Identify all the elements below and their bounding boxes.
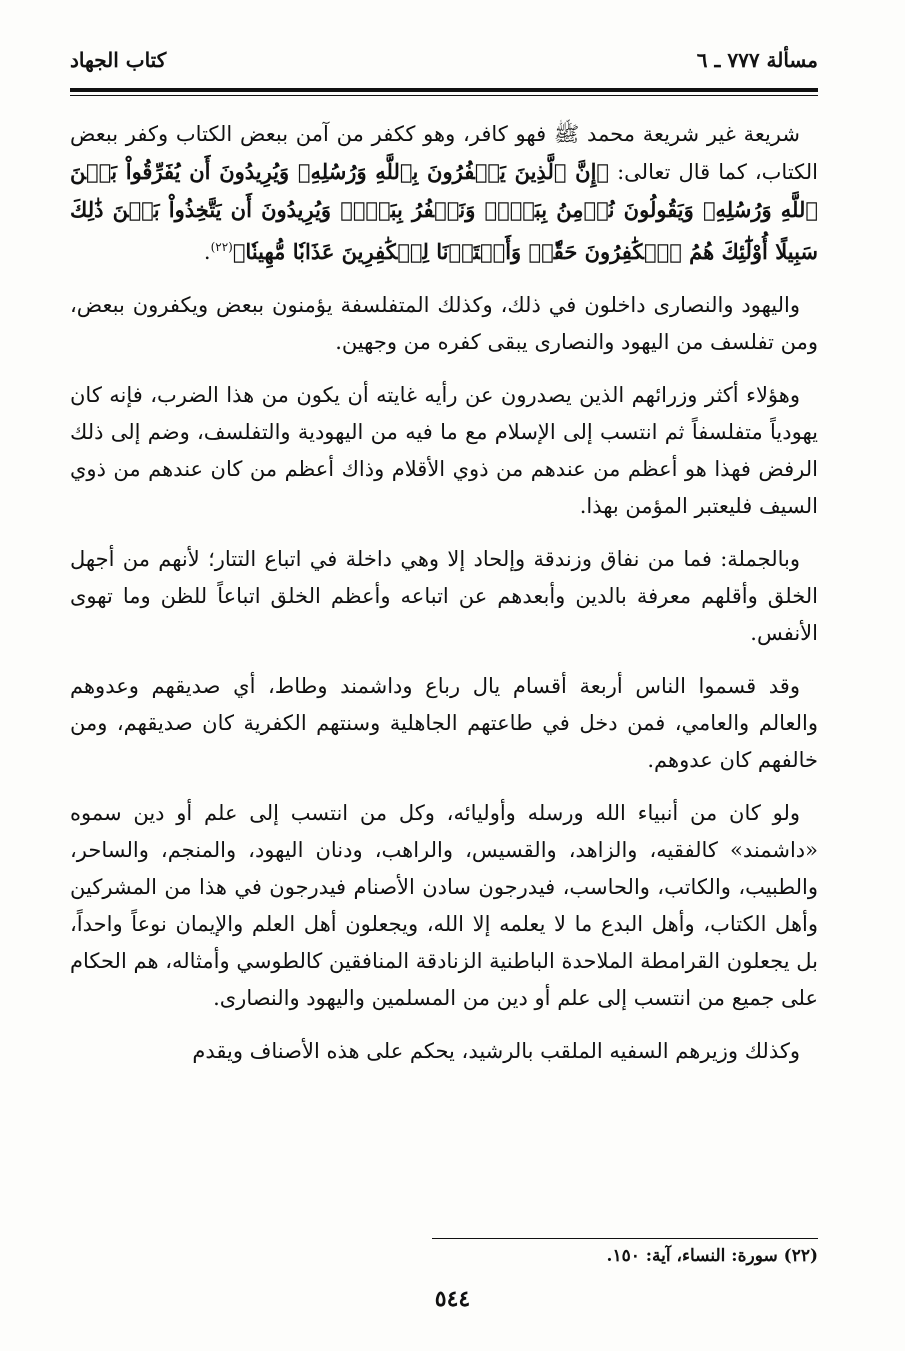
paragraph: شريعة غير شريعة محمد ﷺ فهو كافر، وهو ككفر من آمن ببعض الكتاب وكفر ببعض الكتاب، كما قال تعالى: ﴿إِنَّ ٱلَّذِينَ يَكۡفُرُونَ بِٱللَّهِ وَرُسُلِهِۦ وَيُرِيدُونَ أَن يُفَرِّقُواْ بَيۡنَ ٱللَّهِ وَرُسُلِهِۦ وَيَقُولُونَ نُؤۡمِنُ بِبَعۡضٖ وَنَكۡفُرُ بِبَعۡضٖ وَيُرِيدُونَ أَن يَتَّخِذُواْ بَيۡنَ ذَٰلِكَ سَبِيلًا أُوْلَٰٓئِكَ هُمُ ٱلۡكَٰفِرُونَ حَقّٗاۚ وَأَعۡتَدۡنَا لِلۡكَٰفِرِينَ عَذَابٗا مُّهِينٗا﴾$^{(٢٢)}$. bbox=[70, 122, 818, 264]
footnote-ref: (٢٢) bbox=[210, 240, 233, 254]
quran-verse: ﴿إِنَّ ٱلَّذِينَ يَكۡفُرُونَ بِٱللَّهِ وَرُسُلِهِۦ وَيُرِيدُونَ أَن يُفَرِّقُواْ بَيۡنَ ٱللَّهِ وَرُسُلِهِۦ وَيَقُولُونَ نُؤۡمِنُ بِبَعۡضٖ وَنَكۡفُرُ بِبَعۡضٖ وَيُرِيدُونَ أَن يَتَّخِذُواْ بَيۡنَ ذَٰلِكَ سَبِيلًا أُوْلَٰٓئِكَ هُمُ ٱلۡكَٰفِرُونَ حَقّٗاۚ وَأَعۡتَدۡنَا لِلۡكَٰفِرِينَ عَذَابٗا مُّهِينٗا﴾ bbox=[70, 159, 818, 264]
issue-number: مسألة ٧٧٧ ـ ٦ bbox=[696, 48, 818, 72]
paragraph: ولو كان من أنبياء الله ورسله وأوليائه، وكل من انتسب إلى علم أو دين سموه «داشمند» كالفقيه، والزاهد، والقسيس، والراهب، ودنان اليهود، والمنجم، والساحر، والطبيب، والكاتب، والحاسب، فيدرجون سادن الأصنام فيدرجون في هذا من المشركين وأهل الكتاب، وأهل البدع ما لا يعلمه إلا الله، ويجعلون أهل العلم والإيمان نوعاً واحداً، بل يجعلون القرامطة الملاحدة الباطنية الزنادقة المنافقين كالطوسي وأمثاله، هم الحكام على جميع من انتسب إلى علم أو دين من المسلمين واليهود والنصارى. bbox=[70, 801, 819, 1010]
paragraph: واليهود والنصارى داخلون في ذلك، وكذلك المتفلسفة يؤمنون ببعض ويكفرون ببعض، ومن تفلسف من اليهود والنصارى يبقى كفره من وجهين. bbox=[70, 293, 818, 354]
header-rule-thick bbox=[70, 88, 818, 92]
paragraph: وهؤلاء أكثر وزرائهم الذين يصدرون عن رأيه غايته أن يكون من هذا الضرب، فإنه كان يهودياً متفلسفاً ثم انتسب إلى الإسلام مع ما فيه من اليهودية والتفلسف، وضم إلى ذلك الرفض فهذا هو أعظم من عندهم من ذوي الأقلام وذاك أعظم من كان عندهم من ذوي السيف فليعتبر المؤمن بهذا. bbox=[70, 383, 818, 518]
running-header bbox=[70, 48, 818, 76]
book-title: كتاب الجهاد bbox=[70, 48, 167, 72]
paragraph: وقد قسموا الناس أربعة أقسام يال رباع وداشمند وطاط، أي صديقهم وعدوهم والعالم والعامي، فمن دخل في طاعتهم الجاهلية وسنتهم الكفرية كان صديقهم، ومن خالفهم كان عدوهم. bbox=[70, 674, 818, 772]
footnote-rule bbox=[432, 1238, 818, 1239]
footnote: (٢٢) سورة: النساء، آية: ١٥٠. bbox=[606, 1246, 818, 1266]
paragraph: وكذلك وزيرهم السفيه الملقب بالرشيد، يحكم على هذه الأصناف ويقدم bbox=[192, 1039, 800, 1063]
paragraph: وبالجملة: فما من نفاق وزندقة وإلحاد إلا وهي داخلة في اتباع التتار؛ لأنهم من أجهل الخلق وأقلهم معرفة بالدين وأبعدهم عن اتباعه وأعظم الخلق اتباعاً للظن وما تهوى الأنفس. bbox=[70, 547, 818, 645]
page-number: ٥٤٤ bbox=[434, 1286, 471, 1312]
header-rule-thin bbox=[70, 95, 818, 96]
body-text bbox=[70, 116, 818, 1086]
